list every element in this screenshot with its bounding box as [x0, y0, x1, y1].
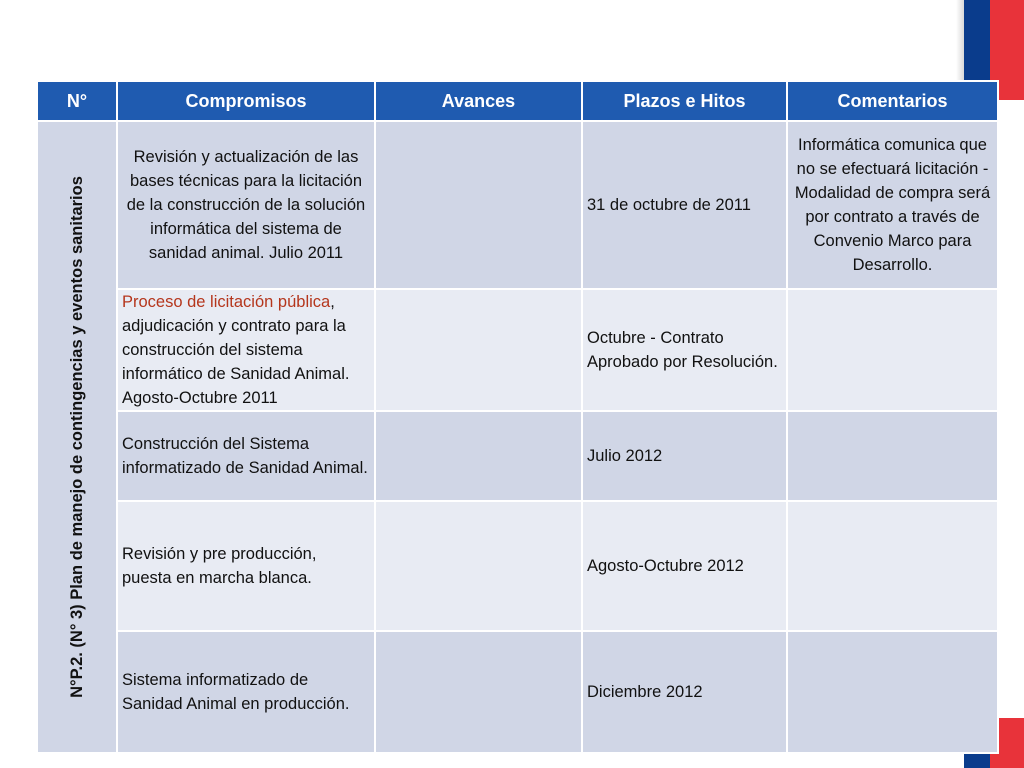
plazo-cell: 31 de octubre de 2011 [582, 121, 787, 289]
group-label: N°P.2. (N° 3) Plan de manejo de contingencias y eventos sanitarios [68, 176, 86, 698]
header-comentarios: Comentarios [787, 81, 998, 121]
group-label-cell [37, 121, 117, 753]
table-row [37, 411, 998, 501]
comentario-cell: Informática comunica que no se efectuará licitación - Modalidad de compra será por contrato a través de Convenio Marco para Desarrollo. [787, 121, 998, 289]
table-row [37, 501, 998, 631]
compromiso-cell: Revisión y actualización de las bases técnicas para la licitación de la construcción de la solución informática del sistema de sanidad animal. Julio 2011 [117, 121, 375, 289]
table-header-row [37, 81, 998, 121]
plazo-cell: Octubre - Contrato Aprobado por Resolución. [582, 289, 787, 411]
compromiso-cell: Sistema informatizado de Sanidad Animal en producción. [117, 631, 375, 753]
header-plazos: Plazos e Hitos [582, 81, 787, 121]
comentario-cell [787, 289, 998, 411]
table-row [37, 631, 998, 753]
compromiso-cell [117, 289, 375, 411]
compromiso-cell: Construcción del Sistema informatizado de Sanidad Animal. [117, 411, 375, 501]
avance-cell [375, 411, 582, 501]
comentario-cell [787, 501, 998, 631]
plazo-cell: Diciembre 2012 [582, 631, 787, 753]
avance-cell [375, 501, 582, 631]
compromiso-cell: Revisión y pre producción, puesta en marcha blanca. [117, 501, 375, 631]
avance-cell [375, 121, 582, 289]
table-row [37, 121, 998, 289]
comentario-cell [787, 411, 998, 501]
compromiso-text: , adjudicación y contrato para la construcción del sistema informático de Sanidad Animal. Agosto-Octubre 2011 [122, 293, 350, 407]
plazo-cell: Agosto-Octubre 2012 [582, 501, 787, 631]
table-row [37, 289, 998, 411]
header-num: N° [37, 81, 117, 121]
avance-cell [375, 631, 582, 753]
header-avances: Avances [375, 81, 582, 121]
avance-cell [375, 289, 582, 411]
highlighted-text: Proceso de licitación pública [122, 293, 331, 311]
commitments-table [36, 80, 999, 754]
header-compromisos: Compromisos [117, 81, 375, 121]
plazo-cell: Julio 2012 [582, 411, 787, 501]
comentario-cell [787, 631, 998, 753]
